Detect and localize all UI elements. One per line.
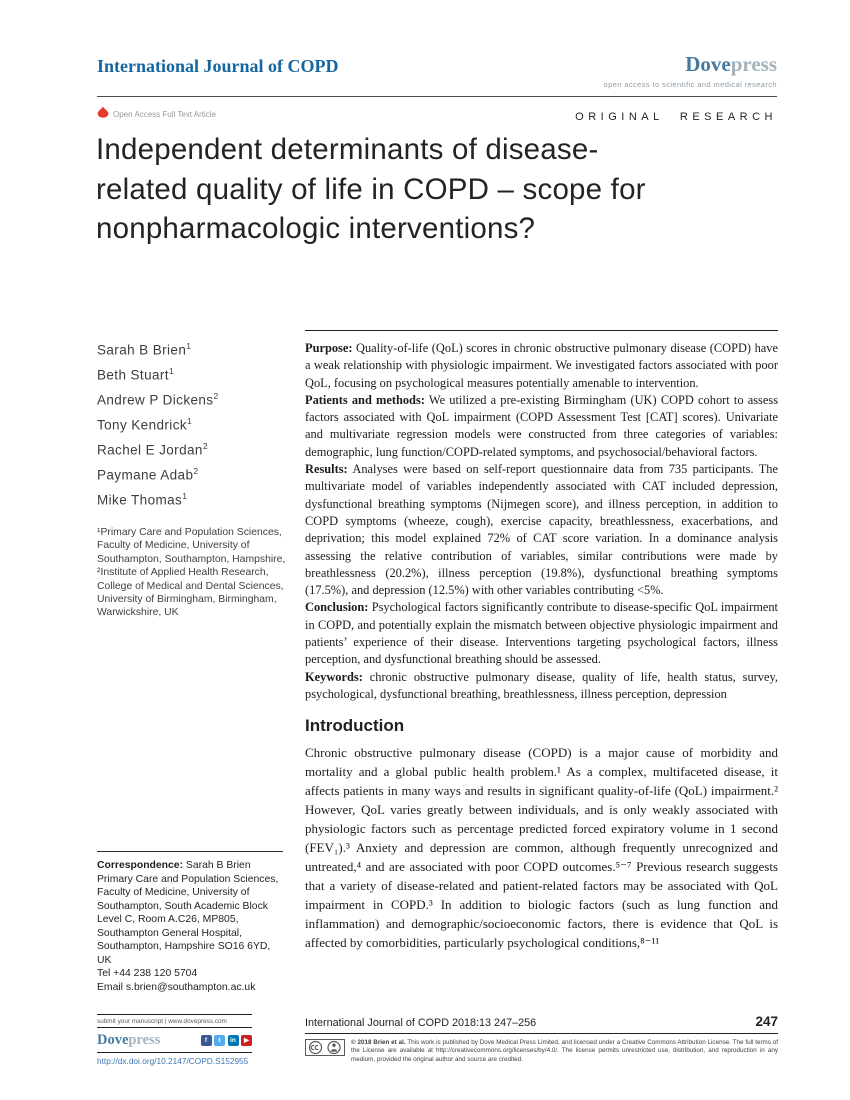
dove-logo-icon [97, 105, 109, 123]
footer-left [97, 1014, 252, 1066]
author-name [97, 336, 289, 361]
dove-wordmark: Dove [97, 1032, 129, 1048]
introduction-heading: Introduction [305, 716, 405, 736]
correspondence-tel: Tel +44 238 120 5704 [97, 968, 198, 979]
abstract-section-label: Patients and methods: [305, 392, 425, 407]
author-name [97, 411, 289, 436]
author-name [97, 386, 289, 411]
abstract-section-text: Quality-of-life (QoL) scores in chronic obstructive pulmonary disease (COPD) have a weak relationship with physiologic impairment. We investigated factors associated with poor QoL, focusing on psychological measures potentially amenable to intervention. [305, 341, 778, 390]
abstract-section-label: Purpose: [305, 341, 353, 355]
author-affiliation-ref: 1 [186, 341, 192, 351]
footer-right [305, 1014, 778, 1064]
twitter-icon[interactable]: t [214, 1035, 225, 1046]
abstract-section-label: Results: [305, 462, 348, 477]
dovepress-logo [604, 52, 777, 89]
open-access-row [97, 105, 216, 123]
author-affiliation-ref: 2 [193, 466, 199, 476]
abstract-section-text: chronic obstructive pulmonary disease, quality of life, health status, survey, psychological, dysfunctional breathing, breathlessness, illness perception, depression [305, 669, 778, 701]
copyright-body: This work is published by Dove Medical Press Limited, and licensed under a Creative Commons Attribution License. The full terms of the License are available at http://creativecommons.org/licenses/by/4.0/. The license permits unrestricted use, distribution, and reproduction in any medium, provided the original author and source are credited. [351, 1039, 779, 1063]
correspondence-email[interactable]: Email s.brien@southampton.ac.uk [97, 981, 256, 993]
author-text: Beth Stuart [97, 367, 169, 383]
submit-manuscript-label: submit your manuscript | [97, 1017, 169, 1025]
header-divider [97, 96, 777, 97]
license-row [305, 1039, 778, 1064]
dovepress-url-link[interactable]: www.dovepress.com [168, 1017, 227, 1025]
author-text: Rachel E Jordan [97, 442, 203, 458]
author-text: Mike Thomas [97, 492, 183, 508]
author-affiliation-ref: 1 [182, 491, 188, 501]
author-name [97, 461, 289, 486]
press-wordmark: press [730, 52, 777, 76]
page-number: 247 [755, 1014, 778, 1029]
author-text: Tony Kendrick [97, 417, 187, 433]
abstract-and-intro-column [305, 330, 778, 952]
author-name [97, 486, 289, 511]
correspondence-address: Primary Care and Population Sciences, Faculty of Medicine, University of Southampton, South Academic Block Level C, Room A.C26, MP805, Southampton General Hospital, Southampton, Hampshire SO16 6YD, UK [97, 873, 279, 966]
brand-tagline: open access to scientific and medical research [603, 80, 777, 89]
doi-link[interactable]: http://dx.doi.org/10.2147/COPD.S152955 [97, 1056, 249, 1066]
abstract-section-text: Analyses were based on self-report questionnaire data from 735 participants. The multivariate model of variables independently associated with CAT included depression, dysfunctional breathing symptoms (Nijmegen score), and illness perception, in addition to COPD symptoms (wheeze, cough), exercise capacity, breathlessness, exacerbations, and deprivation; this model explained 72% of CAT score variation. In a dominance analysis assessing the relative contribution of variables, similar contributions were made by breathlessness (20.2%), illness perception (19.8%), dysfunctional breathing symptoms (17.5%), and depression (12.5%) with other variables contributing <5%. [305, 462, 778, 598]
article-title-line: nonpharmacologic interventions? [96, 212, 536, 245]
affiliations: ¹Primary Care and Population Sciences, Faculty of Medicine, University of Southampton, Southampton, Hampshire, ²Institute of Applied Health Research, College of Medical and Dental Sciences, University of Birmingham, Birmingham, Warwickshire, UK [97, 527, 286, 619]
author-affiliation-ref: 1 [168, 366, 175, 376]
abstract-section-label: Conclusion: [305, 600, 369, 615]
social-icons [201, 1035, 253, 1046]
article-title [96, 130, 736, 249]
submit-manuscript-line [97, 1015, 252, 1027]
article-title-line: Independent determinants of disease- [96, 133, 599, 166]
author-text: Andrew P Dickens [97, 392, 214, 408]
article-title-line: related quality of life in COPD – scope for [96, 172, 646, 206]
abstract-section-label: Keywords: [305, 669, 363, 684]
article-type-label: ORIGINAL RESEARCH [575, 111, 777, 123]
facebook-icon[interactable]: f [201, 1035, 212, 1046]
author-affiliation-ref: 1 [187, 416, 193, 426]
correspondence-block [97, 851, 283, 994]
introduction-paragraph: Chronic obstructive pulmonary disease (COPD) is a major cause of morbidity and mortality and a global public health problem.¹ As a complex, multifaceted disease, it affects patients in many ways and results in significant quality-of-life (QoL) impairment.² However, QoL varies greatly between individuals, and is only weakly associated with physiologic factors such as percentage predicted forced expiratory volume in 1 second (FEV₁).³ Anxiety and depression are common, although frequently unrecognized and untreated,⁴ and are associated with poor COPD outcomes.⁵⁻⁷ Previous research suggests that a variety of disease-related and patient-related factors may be associated with QoL impairment in COPD.³ In addition to biologic factors (such as lung function and inflammation) and demographic/socioeconomic factors, there is evidence that QoL is affected by comorbidities, particularly psychological conditions,⁸⁻¹¹ [305, 745, 778, 951]
author-name [97, 436, 289, 461]
footer-dovepress-logo [97, 1031, 160, 1049]
open-access-label: Open Access Full Text Article [113, 109, 217, 119]
author-affiliation-ref: 2 [202, 441, 208, 451]
copyright-text [351, 1039, 778, 1064]
cc-by-license-icon [305, 1039, 345, 1061]
journal-title: International Journal of COPD [97, 56, 339, 76]
dove-wordmark: Dove [685, 52, 731, 76]
press-wordmark: press [128, 1032, 161, 1048]
abstract-purpose [305, 340, 778, 392]
linkedin-icon[interactable]: in [228, 1035, 239, 1046]
correspondence-name: Sarah B Brien [185, 860, 251, 871]
abstract-section-text: We utilized a pre-existing Birmingham (UK) COPD cohort to assess factors associated with QoL impairment (COPD Assessment Test [CAT] scores). Univariate and multivariate regression models were constructed from three categories of variables: demographic, lung function/COPD-related symptoms, and psychosocial/behavioral factors. [305, 392, 779, 459]
abstract-results [305, 461, 778, 599]
abstract-conclusion [305, 599, 778, 668]
journal-citation: International Journal of COPD 2018:13 247–256 [305, 1017, 537, 1029]
copyright-lead: © 2018 Brien et al. [351, 1039, 406, 1046]
citation-row [305, 1014, 778, 1034]
dovepress-wordmark [604, 52, 777, 77]
abstract-keywords [305, 669, 778, 704]
correspondence-line [97, 859, 283, 873]
author-name [97, 361, 289, 386]
author-affiliation-ref: 2 [213, 391, 219, 401]
correspondence-label: Correspondence: [97, 860, 186, 871]
abstract-section-text: Psychological factors significantly contribute to disease-specific QoL impairment in COPD, and potentially explain the mismatch between objective physiologic impairment and patients’ experience of their disease. Interventions targeting psychological factors, illness perception, and dysfunctional breathing should be assessed. [305, 600, 778, 667]
youtube-icon[interactable]: ▶ [241, 1035, 252, 1046]
footer-brand-row [97, 1028, 252, 1052]
author-text: Sarah B Brien [97, 342, 187, 358]
author-text: Paymane Adab [97, 467, 194, 483]
abstract-methods [305, 392, 778, 461]
left-column [97, 336, 289, 620]
